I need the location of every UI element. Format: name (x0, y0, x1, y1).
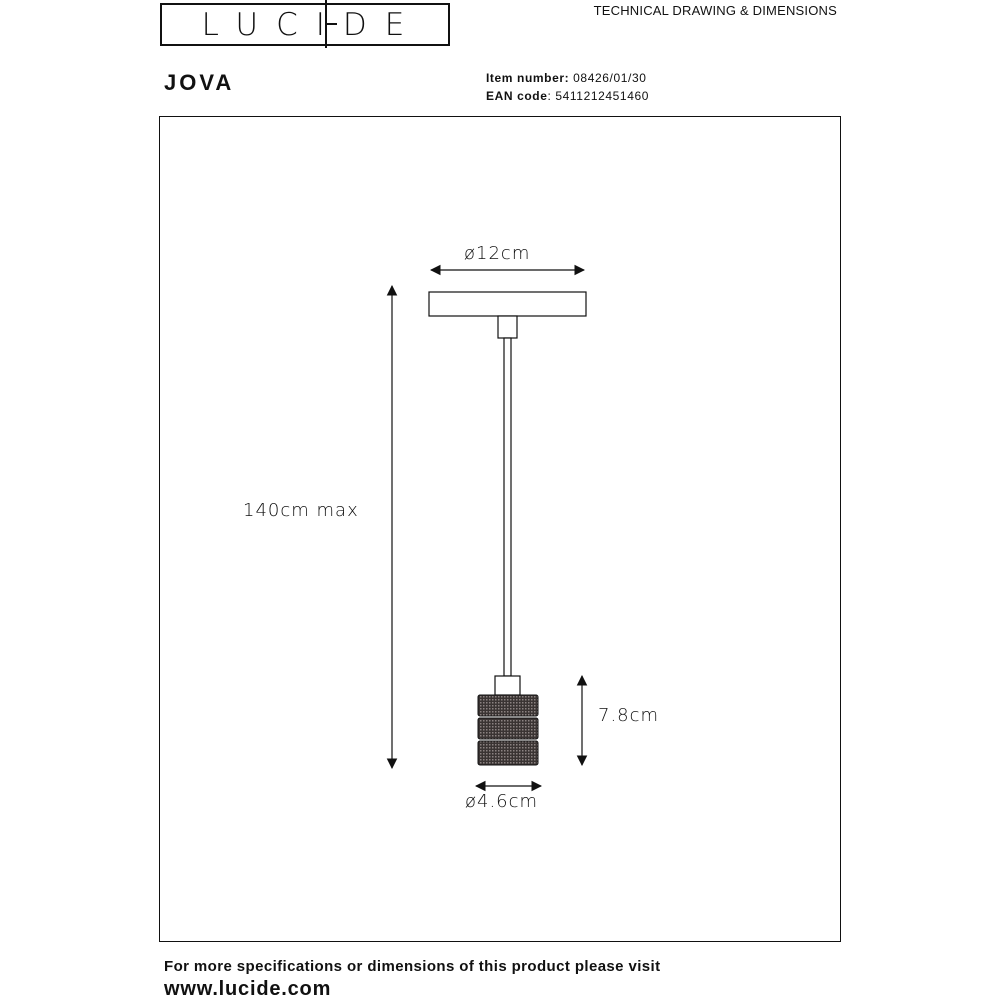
ceiling-canopy (429, 292, 586, 316)
socket-diameter-label: ø4.6cm (465, 791, 539, 812)
cord-grip (498, 316, 517, 338)
product-name: JOVA (164, 70, 235, 95)
socket-ring-3 (478, 741, 538, 765)
canopy-diameter-label: ø12cm (464, 243, 531, 264)
ean-code-label: EAN code (486, 89, 548, 103)
ean-code-value: 5411212451460 (555, 89, 650, 103)
socket-height-label: 7.8cm (598, 705, 660, 726)
socket-ring-1 (478, 695, 538, 716)
footer-website-link[interactable]: www.lucide.com (164, 978, 332, 1000)
total-height-label: 140cm max (243, 500, 359, 521)
socket-cap (495, 676, 520, 695)
footer-note: For more specifications or dimensions of this product please visit (164, 958, 661, 975)
ean-code-row: EAN code: 5411212451460 (486, 89, 650, 103)
document-type: TECHNICAL DRAWING & DIMENSIONS (593, 3, 837, 18)
brand-logo-text: LUCIDE (201, 6, 423, 43)
item-number-row: Item number: 08426/01/30 (486, 71, 647, 85)
pendant-cord (504, 338, 511, 676)
item-number-value: 08426/01/30 (573, 71, 647, 85)
socket-ring-2 (478, 718, 538, 739)
item-number-label: Item number (486, 71, 565, 85)
